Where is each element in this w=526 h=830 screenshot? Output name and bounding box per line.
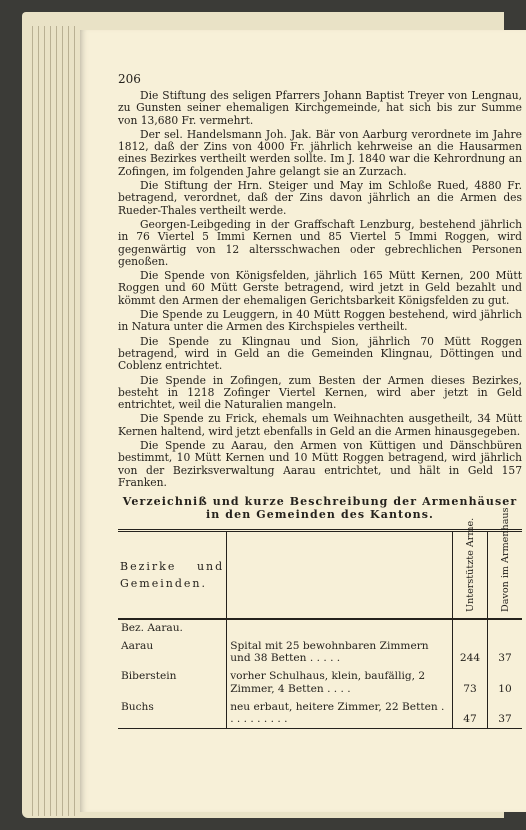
place-name: Aarau: [118, 636, 227, 667]
district-row: [118, 619, 522, 636]
page-number: 206: [118, 72, 141, 86]
paragraph: Die Spende zu Leuggern, in 40 Mütt Roggen bestehend, wird jährlich in Natura unter die Armen des Kirchspieles vertheilt.: [118, 308, 522, 334]
paragraph: Der sel. Handelsmann Joh. Jak. Bär von Aarburg verordnete im Jahre 1812, daß der Zins von 4000 Fr. jährlich kehrweise an die Hausarmen eines Bezirkes vertheilt werden sollte. Im J. 1840 war die Kehrordnung an Zofingen, im folgenden Jahre gelangt sie an Zurzach.: [118, 127, 522, 178]
paragraph: Die Stiftung der Hrn. Steiger und May im Schloße Rued, 4880 Fr. betragend, verordnet, daß der Zins davon jährlich an die Armen des Rueder-Thales vertheilt werde.: [118, 179, 522, 217]
table-heading: Verzeichniß und kurze Beschreibung der Armenhäuser in den Gemeinden des Kantons.: [122, 495, 518, 522]
book: [22, 12, 522, 818]
in-house-count: 37: [498, 652, 512, 665]
table-row: [118, 636, 522, 667]
page-edge: [68, 26, 69, 816]
header-in-almshouse: Davon im Armenhaus: [488, 531, 522, 619]
header-supported-poor: Unterstützte Arme.: [453, 531, 488, 619]
page-edge: [56, 26, 57, 816]
paragraph: Die Spende zu Frick, ehemals um Weihnachten ausgetheilt, 34 Mütt Kernen haltend, wird jetzt ebenfalls in Geld an die Armen hinausgegeben.: [118, 412, 522, 438]
in-house-count: 10: [498, 682, 512, 695]
paragraph: Die Spende zu Klingnau und Sion, jährlich 70 Mütt Roggen betragend, wird in Geld an die Gemeinden Klingnau, Döttingen und Coblenz entrichtet.: [118, 334, 522, 373]
description-cell: neu erbaut, heitere Zimmer, 22 Betten . . . . . . . . . .: [227, 697, 453, 728]
book-page: [80, 30, 526, 812]
supported-count: 244: [453, 636, 488, 667]
description-cell: vorher Schulhaus, klein, baufällig, 2 Zimmer, 4 Betten . . . .: [227, 666, 453, 697]
page-edge: [50, 26, 51, 816]
supported-count: 73: [453, 666, 488, 697]
table-header-row: [118, 531, 522, 619]
place-name: Biberstein: [118, 666, 227, 697]
place-name: Buchs: [118, 697, 227, 728]
header-districts: Bezirke und Gemeinden.: [118, 531, 227, 619]
page-body: [118, 90, 522, 729]
table-row: [118, 666, 522, 697]
page-edge: [38, 26, 39, 816]
paragraph: Georgen-Leibgeding in der Graffschaft Lenzburg, bestehend jährlich in 76 Viertel 5 Immi Kernen und 85 Viertel 5 Immi Roggen, wird gegenwärtig von 12 altersschwachen oder gebrechlichen Personen genoßen.: [118, 217, 522, 268]
paragraph: Die Spende von Königsfelden, jährlich 165 Mütt Kernen, 200 Mütt Roggen und 60 Mütt Gerste betragend, wird jetzt in Geld bezahlt und kömmt den Armen der ehemaligen Gerichtsbarkeit Königsfelden zu gut.: [118, 269, 522, 307]
supported-count: 47: [453, 697, 488, 728]
page-edge: [44, 26, 45, 816]
header-description: [227, 531, 453, 619]
district-name: Bez. Aarau.: [118, 619, 227, 636]
paragraph: Die Spende in Zofingen, zum Besten der Armen dieses Bezirkes, besteht in 1218 Zofinger Viertel Kernen, wird aber jetzt in Geld entrichtet, weil die Naturalien mangeln.: [118, 373, 522, 412]
description-cell: Spital mit 25 bewohnbaren Zimmern und 38 Betten . . . . .: [227, 636, 453, 667]
table-row: [118, 697, 522, 728]
page-edge: [32, 26, 33, 816]
page-edge: [74, 26, 75, 816]
paragraph: Die Stiftung des seligen Pfarrers Johann Baptist Treyer von Lengnau, zu Gunsten seiner ehemaligen Kirchgemeinde, hat sich bis zur Summe von 13,680 Fr. vermehrt.: [118, 89, 522, 127]
in-house-count: 37: [498, 713, 512, 726]
paragraph: Die Spende zu Aarau, den Armen von Küttigen und Dänschbüren bestimmt, 10 Mütt Kernen und 10 Mütt Roggen betragend, wird jährlich von der Bezirksverwaltung Aarau entrichtet, und hält in Geld 157 Franken.: [118, 439, 522, 489]
page-edge: [62, 26, 63, 816]
